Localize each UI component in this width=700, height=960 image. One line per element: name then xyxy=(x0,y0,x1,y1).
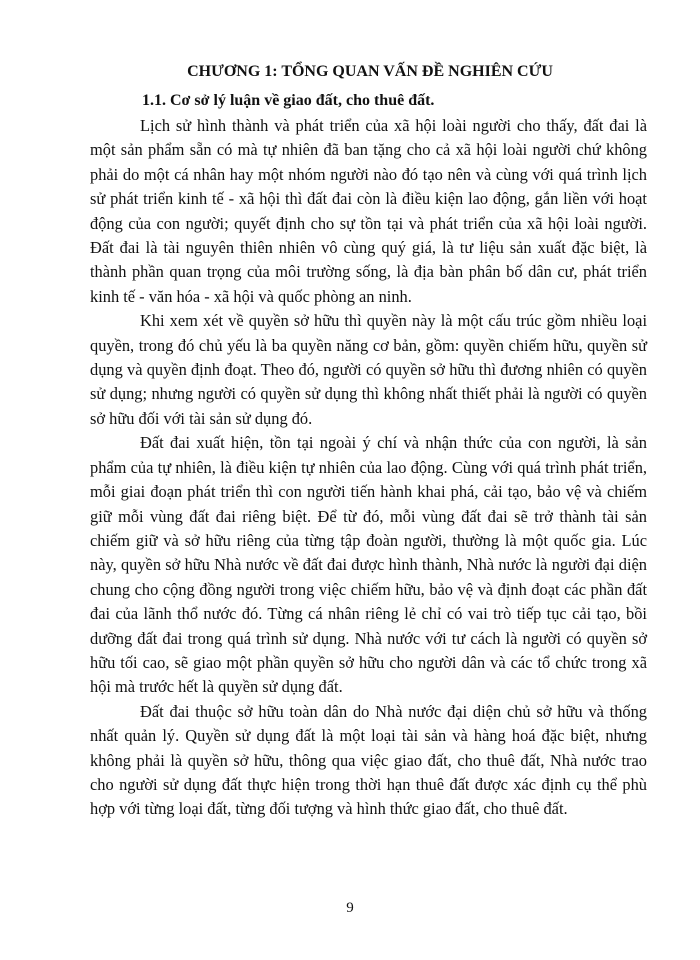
page-number: 9 xyxy=(346,900,354,916)
chapter-title: CHƯƠNG 1: TỔNG QUAN VẤN ĐỀ NGHIÊN CỨU xyxy=(187,63,553,80)
paragraph: Khi xem xét về quyền sở hữu thì quyền này là một cấu trúc gồm nhiều loại quyền, trong đó chủ yếu là ba quyền năng cơ bản, gồm: quyền chiếm hữu, quyền sử dụng và quyền định đoạt. Theo đó, người có quyền sở hữu thì đương nhiên có quyền sử dụng; nhưng người có quyền sử dụng thì không nhất thiết phải là người có quyền sở hữu đối với tài sản sử dụng đó. xyxy=(90,311,647,428)
body-text xyxy=(90,114,647,822)
paragraph: Đất đai thuộc sở hữu toàn dân do Nhà nước đại diện chủ sở hữu và thống nhất quản lý. Quyền sử dụng đất là một loại tài sản và hàng hoá đặc biệt, nhưng không phải là quyền sở hữu, thông qua việc giao đất, cho thuê đất, Nhà nước trao cho người sử dụng đất thực hiện trong thời hạn thuê đất được xác định cụ thể phù hợp với từng loại đất, từng đối tượng và hình thức giao đất, cho thuê đất. xyxy=(90,701,647,819)
paragraph: Lịch sử hình thành và phát triển của xã hội loài người cho thấy, đất đai là một sản phẩm sẵn có mà tự nhiên đã ban tặng cho cả xã hội loài người chứ không phải do một cá nhân hay một nhóm người nào đó tạo nên và cùng với quá trình lịch sử phát triển kinh tế - xã hội thì đất đai còn là điều kiện lao động, gắn liền với hoạt động của con người; quyết định cho sự tồn tại và phát triển của xã hội loài người. Đất đai là tài nguyên thiên nhiên vô cùng quý giá, là tư liệu sản xuất đặc biệt, là thành phần quan trọng của môi trường sống, là địa bàn phân bố dân cư, phát triển kinh tế - văn hóa - xã hội và quốc phòng an ninh. xyxy=(90,116,647,306)
paragraph: Đất đai xuất hiện, tồn tại ngoài ý chí và nhận thức của con người, là sản phẩm của tự nhiên, là điều kiện tự nhiên của lao động. Cùng với quá trình phát triển, mỗi giai đoạn phát triển thì con người tiến hành khai phá, cải tạo, bảo vệ và chiếm giữ mỗi vùng đất đai riêng biệt. Để từ đó, mỗi vùng đất đai sẽ trở thành tài sản chiếm giữ và sở hữu riêng của từng tập đoàn người, thường là một quốc gia. Lúc này, quyền sở hữu Nhà nước về đất đai được hình thành, Nhà nước là người đại diện chung cho cộng đồng người trong việc chiếm hữu, bảo vệ và định đoạt các phần đất đai của lãnh thổ nước đó. Từng cá nhân riêng lẻ chỉ có vai trò tiếp tục cải tạo, bồi dưỡng đất đai trong quá trình sử dụng. Nhà nước với tư cách là người có quyền sở hữu tối cao, sẽ giao một phần quyền sở hữu cho người dân và các tổ chức trong xã hội mà trước hết là quyền sử dụng đất. xyxy=(90,433,647,697)
section-title: 1.1. Cơ sở lý luận về giao đất, cho thuê đất. xyxy=(142,92,435,109)
